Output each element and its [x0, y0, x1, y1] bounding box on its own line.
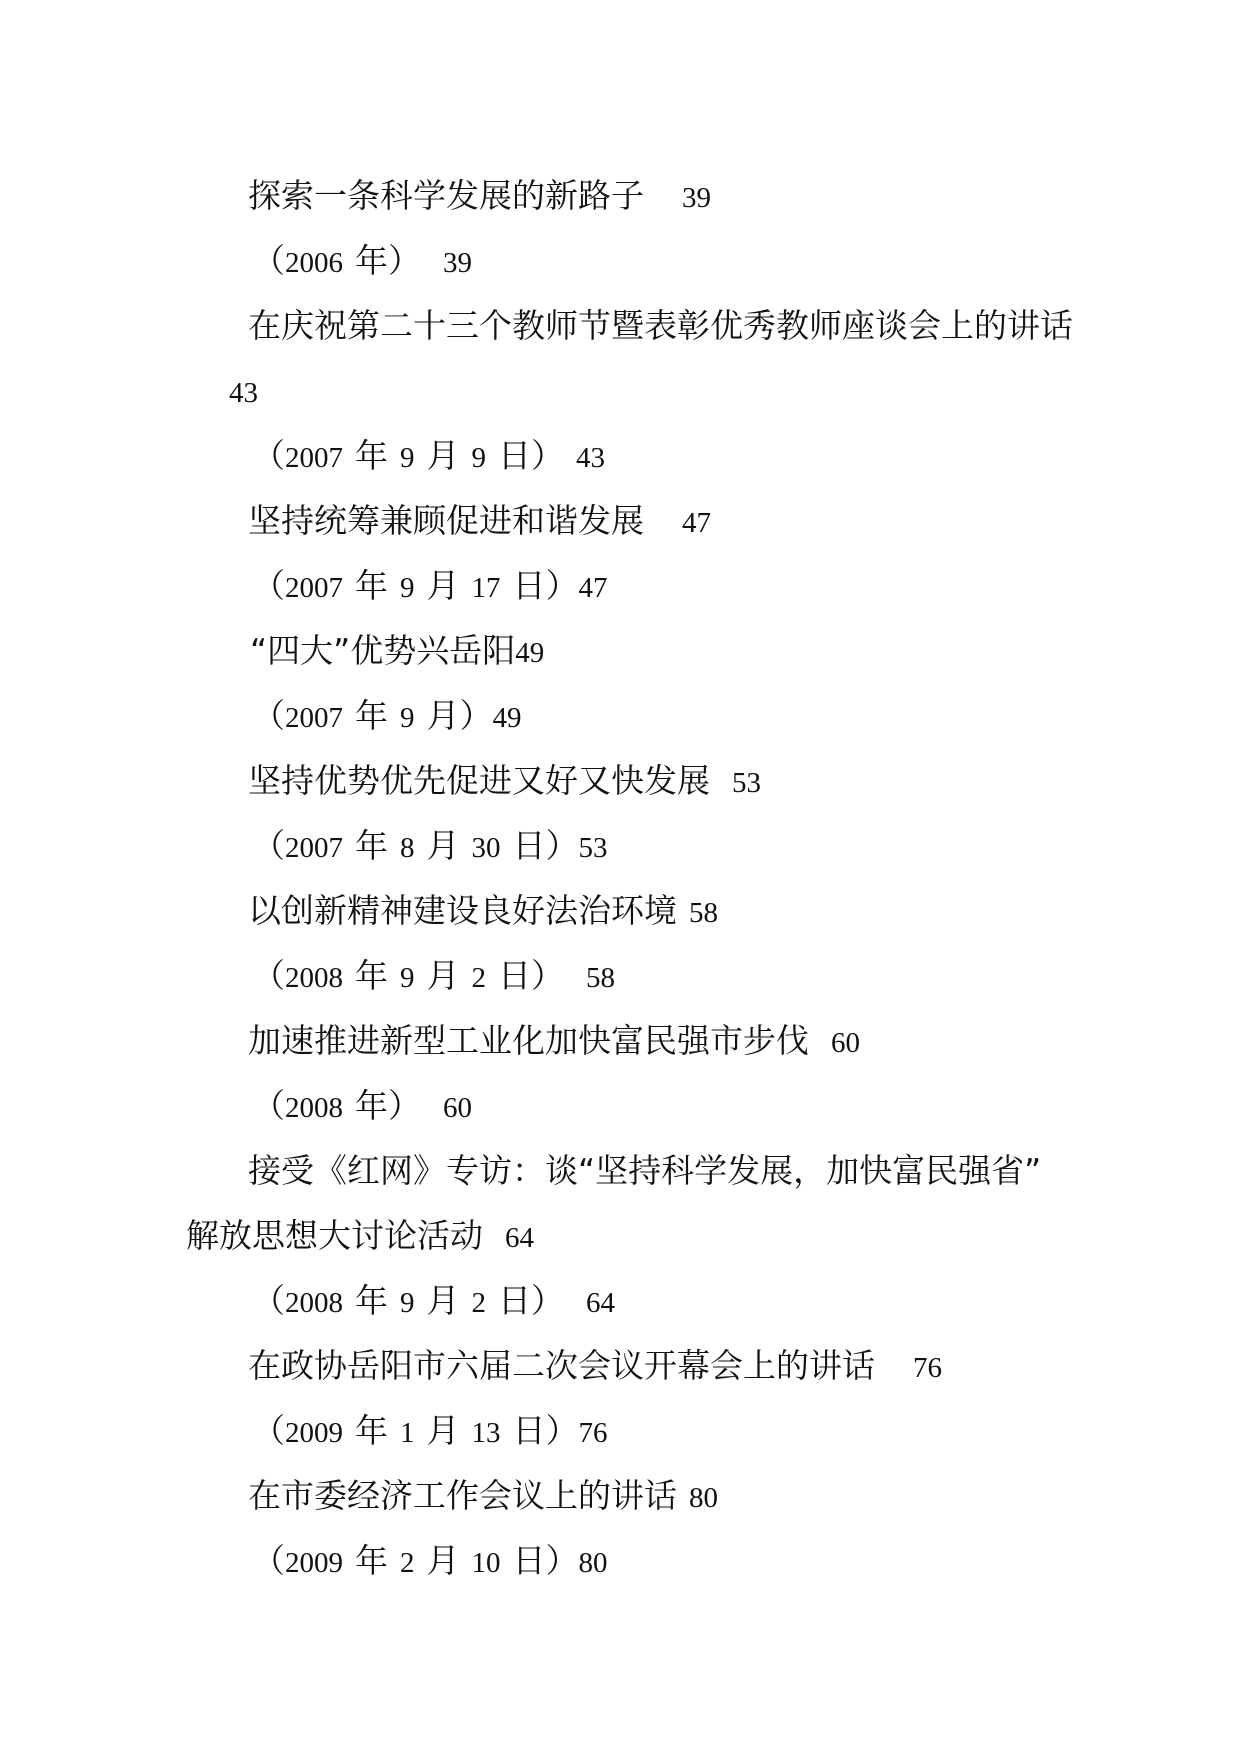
entry-title: 在庆祝第二十三个教师节暨表彰优秀教师座谈会上的讲话 — [248, 306, 1073, 345]
entry-page: 60 — [443, 1092, 472, 1124]
toc-entry-title[interactable] — [248, 761, 761, 801]
entry-page: 53 — [732, 767, 761, 799]
toc-entry-date: （2007 年 9 月）49 — [252, 696, 522, 735]
toc-entry-title[interactable] — [248, 306, 1073, 346]
entry-page: 64 — [586, 1287, 615, 1319]
toc-entry-date: （2009 年 1 月 13 日）76 — [252, 1411, 608, 1450]
entry-page: 49 — [492, 702, 522, 734]
entry-title: 坚持统筹兼顾促进和谐发展 — [248, 501, 644, 540]
toc-entry-page-wrapped — [229, 371, 258, 411]
toc-entry-title[interactable] — [248, 1346, 942, 1386]
toc-entry-date: （2007 年 9 月 17 日）47 — [252, 566, 608, 605]
entry-page: 58 — [689, 897, 718, 929]
toc-entry-date: （2007 年 8 月 30 日）53 — [252, 826, 608, 865]
toc-entry-date: （2006 年） 39 — [252, 241, 472, 280]
entry-title: 探索一条科学发展的新路子 — [248, 176, 644, 215]
entry-page: 53 — [578, 832, 608, 864]
entry-page: 76 — [578, 1417, 608, 1449]
entry-page: 43 — [576, 442, 605, 474]
entry-page: 49 — [515, 637, 545, 669]
toc-entry-title[interactable] — [248, 176, 711, 216]
toc-entry-date: （2008 年） 60 — [252, 1086, 472, 1125]
toc-entry-date: （2009 年 2 月 10 日）80 — [252, 1541, 608, 1580]
toc-entry-title[interactable] — [248, 501, 711, 541]
entry-page: 43 — [229, 377, 258, 409]
toc-entry-date: （2008 年 9 月 2 日） 58 — [252, 956, 615, 995]
entry-title: “四大”优势兴岳阳 — [250, 631, 516, 670]
entry-title-line2: 解放思想大讨论活动 — [186, 1216, 483, 1255]
entry-title: 坚持优势优先促进又好又快发展 — [248, 761, 710, 800]
toc-entry-title[interactable] — [250, 631, 544, 671]
entry-page: 39 — [682, 182, 711, 214]
entry-page: 80 — [578, 1547, 608, 1579]
entry-title: 加速推进新型工业化加快富民强市步伐 — [248, 1021, 809, 1060]
entry-page: 47 — [682, 507, 711, 539]
entry-title: 在市委经济工作会议上的讲话 — [248, 1476, 677, 1515]
toc-entry-title[interactable] — [248, 1021, 860, 1061]
toc-entry-title[interactable] — [248, 1476, 718, 1516]
entry-title-line1: 接受《红网》专访：谈“坚持科学发展，加快富民强省” — [248, 1151, 1042, 1190]
toc-entry-date: （2008 年 9 月 2 日） 64 — [252, 1281, 615, 1320]
toc-entry-title[interactable] — [248, 1151, 1041, 1191]
entry-page: 60 — [831, 1027, 860, 1059]
entry-page: 76 — [913, 1352, 942, 1384]
toc-entry-date: （2007 年 9 月 9 日） 43 — [252, 436, 605, 475]
entry-title: 在政协岳阳市六届二次会议开幕会上的讲话 — [248, 1346, 875, 1385]
entry-page: 80 — [689, 1482, 718, 1514]
entry-page: 39 — [443, 247, 472, 279]
entry-page: 58 — [586, 962, 615, 994]
entry-page: 47 — [578, 572, 608, 604]
entry-page: 64 — [505, 1222, 534, 1254]
entry-title: 以创新精神建设良好法治环境 — [248, 891, 677, 930]
toc-entry-title-continued[interactable] — [186, 1216, 534, 1256]
toc-entry-title[interactable] — [248, 891, 718, 931]
